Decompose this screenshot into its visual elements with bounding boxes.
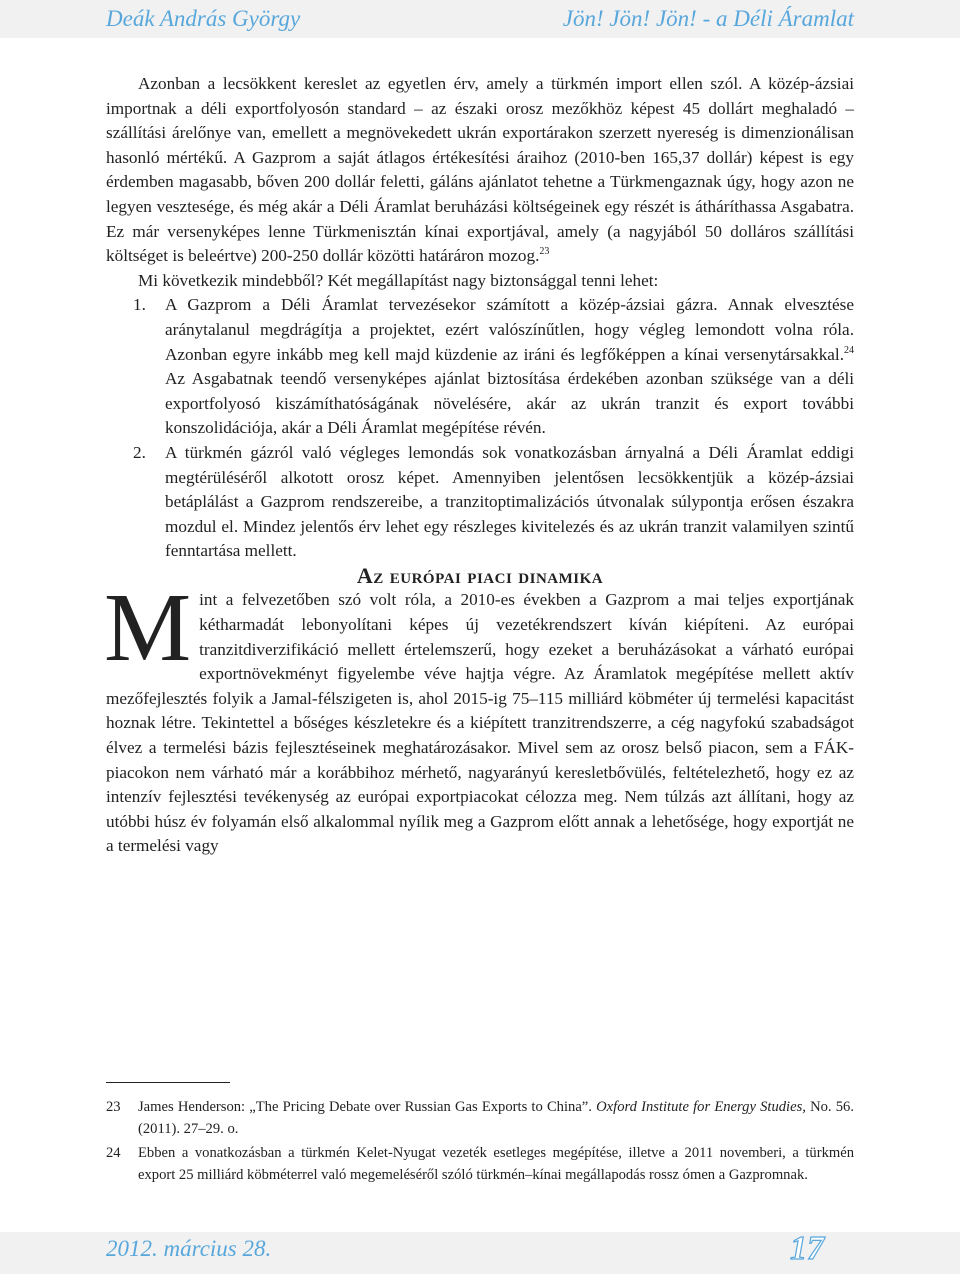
footnote-tail: No. 56. (2011). 27–29. o. xyxy=(138,1099,854,1137)
section-heading: Az európai piaci dinamika xyxy=(356,562,604,588)
footnote-text: Ebben a vonatkozásban a türkmén Kelet-Nyugat vezeték esetleges megépítése, illetve a 2011 novemberi, a türkmén export 25 milliárd köbméterrel való megemeléséről szóló türkmén–kínai megállapodás rossz ómen a Gazpromnak. xyxy=(138,1145,854,1183)
paragraph-1 xyxy=(106,72,854,269)
paragraph-2: Mi következik mindebből? Két megállapítást nagy biztonsággal tenni lehet: xyxy=(138,270,659,290)
list-item-text: A türkmén gázról való végleges lemondás sok vonatkozásban árnyalná a Déli Áramlat eddigi megtérüléséről alkotott orosz képet. Amennyiben jelentősen lecsökkentjük a közép-ázsiai betáplálást a Gazprom rendszereibe, a tranzitoptimalizációs útvonalak súlypontja erősen északra mozdul el. Mindez jelentős érv lehet egy részleges kivitelezés és az ukrán tranzit valamilyen szintű fenntartása mellett. xyxy=(165,442,854,561)
numbered-list xyxy=(106,293,854,564)
footnotes xyxy=(106,1096,854,1188)
list-item-number: 2. xyxy=(133,442,146,462)
footnote-number: 24 xyxy=(106,1145,121,1161)
footnote-ref-24[interactable]: 24 xyxy=(844,344,854,356)
list-item-text: A Gazprom a Déli Áramlat tervezésekor számított a közép-ázsiai gázra. Annak elvesztése aránytalanul megdrágítja a projektet, ezért valószínűtlen, hogy végleg lemondott volna róla. Azonban egyre inkább meg kell majd küzdenie az iráni és legfőképpen a kínai versenytársakkal. xyxy=(165,295,854,364)
list-item xyxy=(106,293,854,441)
footnote-number: 23 xyxy=(106,1099,121,1115)
footnote-source-italic: Oxford Institute for Energy Studies, xyxy=(596,1099,806,1115)
paragraph-1-text: Azonban a lecsökkent kereslet az egyetlen érv, amely a türkmén import ellen szól. A közép-ázsiai importnak a déli exportfolyosón standard – az északi orosz mezőkhöz képest 45 dollárt meghaladó – szállítási árelőnye van, emellett a megnövekedett ukrán exportárakon szerzett nyereség is dimenzionálisan hasonló mértékű. A Gazprom a saját átlagos értékesítési áraihoz (2010-ben 165,37 dollár) képest is egy érdemben magasabb, bőven 200 dollár feletti, gáláns ajánlatot tehetne a Türkmengaznak úgy, hogy azon ne legyen vesztesége, és még akár a Déli Áramlat beruházási költségeinek egy részét is átháríthassa Asgabatra. Ez már versenyképes lenne Türkmenisztán kínai exportjával, amely (a nagyjából 50 dolláros szállítási költséget is beleértve) 200-250 dollár közötti határáron mozog. xyxy=(106,74,854,266)
drop-cap: M xyxy=(104,574,192,683)
header-title: Jön! Jön! Jön! - a Déli Áramlat xyxy=(562,6,854,31)
page-number: 17 xyxy=(790,1230,824,1267)
list-item xyxy=(106,441,854,564)
footnote-ref-23[interactable]: 23 xyxy=(539,246,550,258)
running-header xyxy=(0,0,960,38)
header-author: Deák András György xyxy=(106,6,301,31)
running-footer xyxy=(0,1232,960,1274)
footnote-text: James Henderson: „The Pricing Debate over Russian Gas Exports to China”. xyxy=(138,1099,592,1115)
footnote-23 xyxy=(106,1096,854,1140)
list-item-text-cont: Az Asgabatnak teendő versenyképes ajánlat biztosítása érdekében azonban szüksége van a déli exportfolyosó kiszámíthatóságának növelésére, akár az ukrán tranzit és export további konszolidációja, akár a Déli Áramlat megépítése révén. xyxy=(165,369,854,438)
footnote-separator xyxy=(106,1082,230,1083)
paragraph-3-text: int a felvezetőben szó volt róla, a 2010-es években a Gazprom a mai teljes exportjának kétharmadát lebonyolítani képes új vezetékrendszert kíván kiépíteni. Az európai tranzitdiverzifikáció mellett értelemszerű, hogy ezeket a beruházásokat a várható európai exportnövekményt figyelembe véve hajtja végre. Az Áramlatok megépítése mellett aktív mezőfejlesztés folyik a Jamal-félszigeten is, ahol 2015-ig 75–115 milliárd köbméter új termelési kapacitást hoznak létre. Tekintettel a bőséges készletekre és a kiépített tranzitrendszerre, a cég nagyfokú szabadságot élvez a termelési bázis fejlesztéseinek meghatározásakor. Mivel sem az orosz belső piacon, sem a FÁK-piacokon nem várható már a korábbihoz mérhető, nagyarányú keresletbővülés, feltételezhető, hogy ez az intenzív fejlesztési tevékenység az európai exportpiacokat célozza meg. Nem túlzás azt állítani, hogy az utóbbi húsz év folyamán első alkalommal nyílik meg a Gazprom előtt annak a lehetősége, hogy exportját ne a termelési vagy xyxy=(106,590,854,856)
footnote-24 xyxy=(106,1142,854,1186)
main-text xyxy=(106,72,854,859)
list-item-number: 1. xyxy=(133,295,146,315)
footer-date: 2012. március 28. xyxy=(106,1236,272,1261)
